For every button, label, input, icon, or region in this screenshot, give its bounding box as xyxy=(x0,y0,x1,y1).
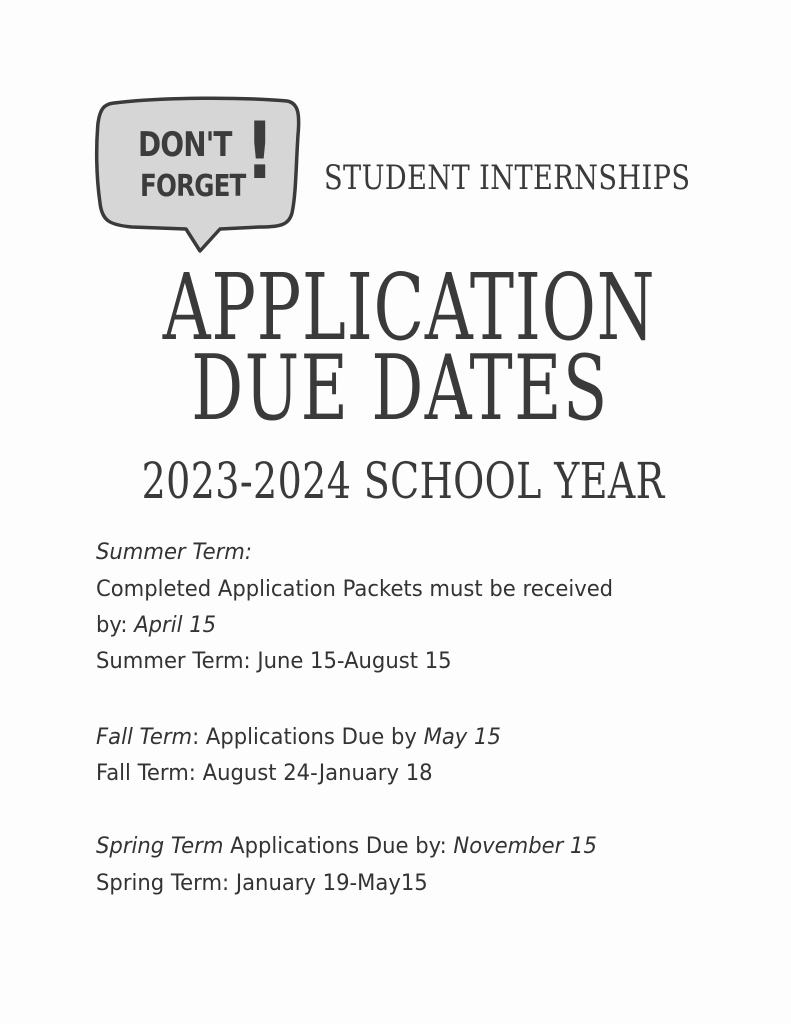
badge-text-forget: FORGET xyxy=(140,169,246,204)
fall-due-label: : Applications Due by xyxy=(192,725,424,750)
school-year-heading xyxy=(8,452,791,510)
title-due-dates xyxy=(4,336,791,441)
school-year-text: 2023-2024 SCHOOL YEAR xyxy=(141,452,666,510)
fall-term-name: Fall Term xyxy=(96,725,193,750)
fall-due-date: May 15 xyxy=(423,725,501,750)
dont-forget-speech-bubble xyxy=(92,95,302,255)
summer-term-heading xyxy=(96,542,252,564)
summer-heading-text: Summer Term: xyxy=(96,540,252,565)
subtitle-student-internships: STUDENT INTERNSHIPS xyxy=(324,158,691,198)
spring-due-label: Applications Due by: xyxy=(223,834,454,859)
summer-packets-line: Completed Application Packets must be received xyxy=(96,577,614,602)
spring-term-dates: Spring Term: January 19-May15 xyxy=(96,871,428,896)
spring-due-date: November 15 xyxy=(453,834,597,859)
badge-text-dont: DON'T xyxy=(138,125,232,165)
title-due-dates-text: DUE DATES xyxy=(190,336,609,441)
summer-by-label: by: xyxy=(96,613,135,638)
fall-due-line xyxy=(96,727,501,749)
spring-term-name: Spring Term xyxy=(96,834,224,859)
spring-due-line xyxy=(96,836,597,858)
summer-due-line xyxy=(96,615,216,637)
fall-term-dates: Fall Term: August 24-January 18 xyxy=(96,761,433,786)
exclamation-mark: ! xyxy=(245,107,275,197)
title-application-text: APPLICATION xyxy=(163,254,656,361)
summer-due-date: April 15 xyxy=(134,613,217,638)
summer-term-dates: Summer Term: June 15-August 15 xyxy=(96,649,452,674)
